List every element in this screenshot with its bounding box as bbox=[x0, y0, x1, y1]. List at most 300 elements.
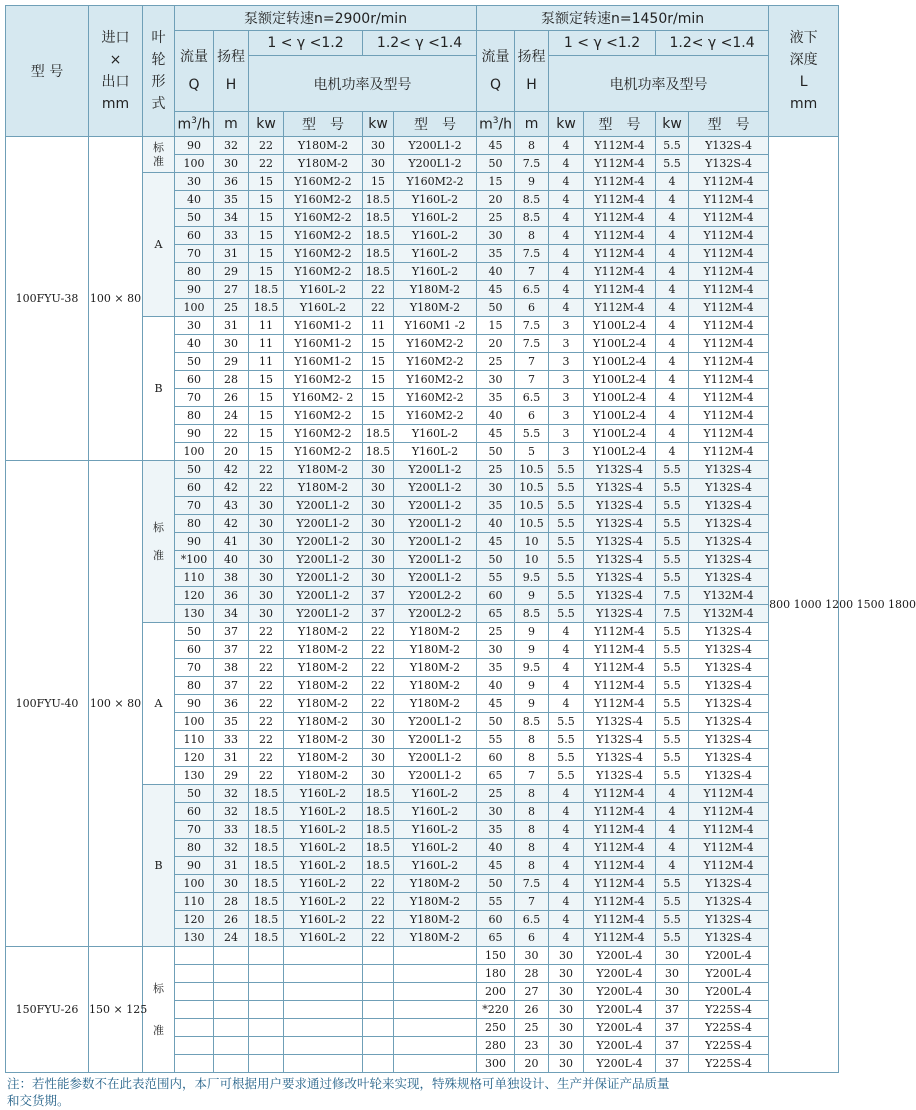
cell-head-1450: 8 bbox=[515, 227, 549, 245]
cell-flow-1450: 55 bbox=[477, 569, 515, 587]
cell-flow-1450: 40 bbox=[477, 677, 515, 695]
cell-head-2900: 36 bbox=[214, 695, 249, 713]
cell-motor-low-1450: Y200L-4 bbox=[584, 965, 656, 983]
cell-flow-1450: 30 bbox=[477, 803, 515, 821]
cell-motor-low-2900: Y180M-2 bbox=[284, 479, 363, 497]
cell-kw-low-1450: 4 bbox=[549, 137, 584, 155]
cell-flow-1450: 280 bbox=[477, 1037, 515, 1055]
header-head-2900: 扬程 H bbox=[214, 31, 249, 112]
cell-kw-low-2900 bbox=[249, 983, 284, 1001]
cell-motor-high-2900 bbox=[394, 1001, 477, 1019]
cell-head-2900: 27 bbox=[214, 281, 249, 299]
cell-kw-low-1450: 4 bbox=[549, 803, 584, 821]
cell-motor-low-1450: Y112M-4 bbox=[584, 785, 656, 803]
cell-motor-high-2900: Y200L1-2 bbox=[394, 515, 477, 533]
cell-head-2900 bbox=[214, 1001, 249, 1019]
cell-head-2900: 26 bbox=[214, 911, 249, 929]
cell-flow-2900: 100 bbox=[175, 875, 214, 893]
cell-motor-high-1450: Y132S-4 bbox=[689, 749, 769, 767]
cell-head-1450: 9 bbox=[515, 623, 549, 641]
cell-motor-high-1450: Y112M-4 bbox=[689, 839, 769, 857]
cell-flow-1450: 50 bbox=[477, 875, 515, 893]
cell-kw-low-2900: 15 bbox=[249, 425, 284, 443]
cell-flow-2900: 120 bbox=[175, 587, 214, 605]
cell-flow-1450: 35 bbox=[477, 821, 515, 839]
cell-motor-low-2900: Y200L1-2 bbox=[284, 497, 363, 515]
cell-head-1450: 9 bbox=[515, 173, 549, 191]
cell-kw-low-1450: 4 bbox=[549, 155, 584, 173]
cell-motor-high-2900: Y160M2-2 bbox=[394, 389, 477, 407]
cell-kw-low-2900: 18.5 bbox=[249, 839, 284, 857]
cell-kw-low-2900 bbox=[249, 965, 284, 983]
header-flow-1450: 流量 Q bbox=[477, 31, 515, 112]
cell-kw-high-1450: 5.5 bbox=[656, 137, 689, 155]
cell-motor-low-2900: Y160M2-2 bbox=[284, 227, 363, 245]
cell-kw-high-2900: 30 bbox=[363, 713, 394, 731]
cell-kw-low-2900: 22 bbox=[249, 137, 284, 155]
header-gamma-low-2900: 1 < γ <1.2 bbox=[249, 31, 363, 56]
cell-motor-high-2900: Y160M2-2 bbox=[394, 371, 477, 389]
cell-motor-low-1450: Y132S-4 bbox=[584, 551, 656, 569]
header-gamma-high-2900: 1.2< γ <1.4 bbox=[363, 31, 477, 56]
cell-head-2900: 32 bbox=[214, 839, 249, 857]
cell-kw-low-1450: 4 bbox=[549, 173, 584, 191]
cell-kw-low-1450: 4 bbox=[549, 695, 584, 713]
cell-head-1450: 8.5 bbox=[515, 191, 549, 209]
cell-flow-2900: 30 bbox=[175, 317, 214, 335]
cell-flow-2900: 90 bbox=[175, 533, 214, 551]
cell-flow-2900: 40 bbox=[175, 335, 214, 353]
cell-kw-high-1450: 5.5 bbox=[656, 749, 689, 767]
cell-motor-low-1450: Y112M-4 bbox=[584, 839, 656, 857]
cell-motor-low-2900: Y160M2-2 bbox=[284, 191, 363, 209]
cell-kw-high-1450: 5.5 bbox=[656, 695, 689, 713]
cell-head-1450: 6 bbox=[515, 299, 549, 317]
cell-motor-high-1450: Y132S-4 bbox=[689, 911, 769, 929]
cell-head-1450: 7 bbox=[515, 767, 549, 785]
depth-values-cell: 800 1000 1200 1500 1800 bbox=[769, 137, 839, 1073]
cell-motor-high-2900: Y180M-2 bbox=[394, 659, 477, 677]
cell-kw-low-1450: 30 bbox=[549, 1055, 584, 1073]
cell-head-2900: 31 bbox=[214, 245, 249, 263]
cell-kw-high-1450: 4 bbox=[656, 245, 689, 263]
impeller-type-cell: A bbox=[143, 173, 175, 317]
header-flow-2900: 流量 Q bbox=[175, 31, 214, 112]
cell-motor-high-2900: Y200L1-2 bbox=[394, 497, 477, 515]
cell-motor-high-1450: Y132S-4 bbox=[689, 767, 769, 785]
cell-motor-high-2900: Y160L-2 bbox=[394, 191, 477, 209]
cell-kw-high-2900: 15 bbox=[363, 407, 394, 425]
cell-kw-high-1450: 4 bbox=[656, 335, 689, 353]
cell-kw-low-2900: 22 bbox=[249, 749, 284, 767]
cell-motor-high-1450: Y112M-4 bbox=[689, 371, 769, 389]
cell-motor-low-1450: Y200L-4 bbox=[584, 983, 656, 1001]
cell-flow-1450: 50 bbox=[477, 551, 515, 569]
cell-flow-1450: 45 bbox=[477, 137, 515, 155]
cell-motor-low-1450: Y112M-4 bbox=[584, 155, 656, 173]
cell-motor-low-1450: Y132S-4 bbox=[584, 533, 656, 551]
cell-head-1450: 8.5 bbox=[515, 209, 549, 227]
cell-head-1450: 10.5 bbox=[515, 461, 549, 479]
cell-motor-low-1450: Y112M-4 bbox=[584, 641, 656, 659]
cell-kw-high-1450: 5.5 bbox=[656, 677, 689, 695]
cell-kw-low-1450: 4 bbox=[549, 263, 584, 281]
impeller-type-cell: 标 准 bbox=[143, 461, 175, 623]
cell-motor-high-2900: Y200L2-2 bbox=[394, 605, 477, 623]
cell-head-1450: 7 bbox=[515, 353, 549, 371]
header-head-1450: 扬程 H bbox=[515, 31, 549, 112]
cell-head-2900: 22 bbox=[214, 425, 249, 443]
inlet-outlet-cell: 150 × 125 bbox=[89, 947, 143, 1073]
cell-head-2900: 37 bbox=[214, 677, 249, 695]
cell-flow-2900 bbox=[175, 947, 214, 965]
cell-kw-low-2900: 15 bbox=[249, 407, 284, 425]
cell-kw-high-1450: 5.5 bbox=[656, 497, 689, 515]
cell-head-1450: 10.5 bbox=[515, 515, 549, 533]
cell-kw-high-1450: 37 bbox=[656, 1055, 689, 1073]
cell-motor-low-2900 bbox=[284, 965, 363, 983]
cell-flow-1450: 25 bbox=[477, 785, 515, 803]
cell-kw-high-2900: 18.5 bbox=[363, 839, 394, 857]
cell-flow-1450: 40 bbox=[477, 263, 515, 281]
cell-motor-high-1450: Y132S-4 bbox=[689, 551, 769, 569]
cell-flow-1450: 25 bbox=[477, 353, 515, 371]
cell-flow-2900: 110 bbox=[175, 569, 214, 587]
cell-motor-high-2900: Y200L1-2 bbox=[394, 155, 477, 173]
cell-flow-1450: 30 bbox=[477, 227, 515, 245]
cell-head-1450: 10 bbox=[515, 551, 549, 569]
cell-kw-high-2900: 18.5 bbox=[363, 191, 394, 209]
cell-kw-high-1450: 4 bbox=[656, 371, 689, 389]
cell-kw-low-2900 bbox=[249, 1019, 284, 1037]
cell-kw-high-2900: 18.5 bbox=[363, 425, 394, 443]
header-unit-head: m bbox=[515, 112, 549, 137]
cell-motor-low-1450: Y132S-4 bbox=[584, 497, 656, 515]
table-row bbox=[6, 947, 839, 965]
cell-kw-high-1450: 5.5 bbox=[656, 929, 689, 947]
cell-head-1450: 5 bbox=[515, 443, 549, 461]
cell-head-2900: 42 bbox=[214, 479, 249, 497]
cell-motor-high-2900: Y160L-2 bbox=[394, 209, 477, 227]
cell-kw-high-2900 bbox=[363, 1055, 394, 1073]
cell-head-1450: 8 bbox=[515, 839, 549, 857]
cell-head-2900: 26 bbox=[214, 389, 249, 407]
header-kw: kw bbox=[363, 112, 394, 137]
cell-kw-high-2900: 22 bbox=[363, 281, 394, 299]
cell-kw-high-1450: 5.5 bbox=[656, 875, 689, 893]
cell-motor-low-2900: Y160L-2 bbox=[284, 281, 363, 299]
cell-motor-high-1450: Y200L-4 bbox=[689, 947, 769, 965]
cell-kw-high-1450: 5.5 bbox=[656, 551, 689, 569]
cell-kw-low-1450: 5.5 bbox=[549, 533, 584, 551]
cell-motor-low-2900: Y200L1-2 bbox=[284, 569, 363, 587]
cell-kw-high-1450: 4 bbox=[656, 263, 689, 281]
cell-kw-low-1450: 4 bbox=[549, 245, 584, 263]
cell-motor-high-2900: Y200L1-2 bbox=[394, 713, 477, 731]
cell-motor-low-1450: Y100L2-4 bbox=[584, 443, 656, 461]
cell-kw-low-1450: 3 bbox=[549, 353, 584, 371]
cell-flow-1450: 15 bbox=[477, 173, 515, 191]
cell-flow-1450: 50 bbox=[477, 443, 515, 461]
cell-head-2900: 34 bbox=[214, 605, 249, 623]
cell-kw-high-1450: 4 bbox=[656, 821, 689, 839]
cell-flow-1450: 50 bbox=[477, 713, 515, 731]
cell-motor-low-2900: Y180M-2 bbox=[284, 767, 363, 785]
cell-flow-2900: 90 bbox=[175, 137, 214, 155]
cell-motor-high-2900 bbox=[394, 1037, 477, 1055]
cell-flow-1450: 25 bbox=[477, 461, 515, 479]
cell-head-1450: 10 bbox=[515, 533, 549, 551]
cell-flow-1450: 60 bbox=[477, 749, 515, 767]
cell-kw-high-2900: 30 bbox=[363, 551, 394, 569]
cell-kw-low-1450: 5.5 bbox=[549, 497, 584, 515]
cell-motor-high-2900 bbox=[394, 1055, 477, 1073]
cell-flow-1450: *220 bbox=[477, 1001, 515, 1019]
cell-kw-low-2900: 18.5 bbox=[249, 875, 284, 893]
cell-motor-low-1450: Y200L-4 bbox=[584, 947, 656, 965]
cell-motor-low-1450: Y112M-4 bbox=[584, 911, 656, 929]
cell-kw-low-2900: 15 bbox=[249, 389, 284, 407]
cell-head-2900: 30 bbox=[214, 875, 249, 893]
cell-kw-high-1450: 4 bbox=[656, 317, 689, 335]
cell-motor-low-1450: Y132S-4 bbox=[584, 749, 656, 767]
header-speed-1450: 泵额定转速n=1450r/min bbox=[477, 6, 769, 31]
cell-flow-2900: 50 bbox=[175, 461, 214, 479]
cell-flow-1450: 15 bbox=[477, 317, 515, 335]
cell-head-2900: 42 bbox=[214, 515, 249, 533]
cell-kw-low-2900: 15 bbox=[249, 371, 284, 389]
cell-flow-2900: 80 bbox=[175, 407, 214, 425]
cell-kw-low-2900: 18.5 bbox=[249, 803, 284, 821]
cell-kw-high-2900: 18.5 bbox=[363, 209, 394, 227]
cell-motor-low-2900: Y160M2-2 bbox=[284, 245, 363, 263]
cell-kw-high-2900: 22 bbox=[363, 695, 394, 713]
header-speed-2900: 泵额定转速n=2900r/min bbox=[175, 6, 477, 31]
cell-kw-high-1450: 37 bbox=[656, 1001, 689, 1019]
cell-motor-low-2900: Y160M2-2 bbox=[284, 209, 363, 227]
cell-motor-low-1450: Y112M-4 bbox=[584, 299, 656, 317]
cell-kw-high-1450: 4 bbox=[656, 443, 689, 461]
cell-head-1450: 8 bbox=[515, 821, 549, 839]
cell-motor-high-2900: Y180M-2 bbox=[394, 677, 477, 695]
cell-flow-2900: 50 bbox=[175, 353, 214, 371]
cell-head-2900 bbox=[214, 983, 249, 1001]
cell-head-1450: 9 bbox=[515, 641, 549, 659]
cell-kw-low-2900: 22 bbox=[249, 695, 284, 713]
cell-kw-low-1450: 4 bbox=[549, 929, 584, 947]
header-model: 型 号 bbox=[6, 6, 89, 137]
cell-kw-low-2900: 18.5 bbox=[249, 911, 284, 929]
header-kw: kw bbox=[656, 112, 689, 137]
cell-motor-low-1450: Y132S-4 bbox=[584, 767, 656, 785]
cell-flow-2900: 110 bbox=[175, 893, 214, 911]
cell-kw-low-2900: 22 bbox=[249, 461, 284, 479]
cell-motor-high-1450: Y132S-4 bbox=[689, 731, 769, 749]
cell-flow-2900: 70 bbox=[175, 497, 214, 515]
cell-flow-2900: *100 bbox=[175, 551, 214, 569]
cell-motor-low-2900: Y160L-2 bbox=[284, 785, 363, 803]
cell-flow-2900: 70 bbox=[175, 389, 214, 407]
cell-kw-high-1450: 4 bbox=[656, 407, 689, 425]
cell-head-1450: 10.5 bbox=[515, 479, 549, 497]
cell-kw-low-1450: 30 bbox=[549, 983, 584, 1001]
cell-motor-low-1450: Y112M-4 bbox=[584, 929, 656, 947]
cell-head-2900: 29 bbox=[214, 263, 249, 281]
cell-kw-low-1450: 4 bbox=[549, 677, 584, 695]
cell-kw-low-1450: 5.5 bbox=[549, 461, 584, 479]
cell-kw-low-1450: 4 bbox=[549, 623, 584, 641]
cell-kw-high-1450: 4 bbox=[656, 299, 689, 317]
cell-motor-high-1450: Y112M-4 bbox=[689, 857, 769, 875]
cell-kw-high-2900 bbox=[363, 947, 394, 965]
cell-motor-low-2900: Y200L1-2 bbox=[284, 551, 363, 569]
cell-motor-high-2900: Y200L1-2 bbox=[394, 731, 477, 749]
cell-flow-2900 bbox=[175, 983, 214, 1001]
cell-flow-1450: 180 bbox=[477, 965, 515, 983]
cell-head-2900 bbox=[214, 1037, 249, 1055]
cell-head-2900: 36 bbox=[214, 587, 249, 605]
cell-motor-low-2900: Y160M2-2 bbox=[284, 443, 363, 461]
cell-flow-1450: 300 bbox=[477, 1055, 515, 1073]
cell-kw-low-2900 bbox=[249, 1037, 284, 1055]
cell-kw-low-1450: 3 bbox=[549, 335, 584, 353]
cell-head-2900: 37 bbox=[214, 623, 249, 641]
cell-motor-low-2900: Y200L1-2 bbox=[284, 515, 363, 533]
cell-motor-low-2900: Y180M-2 bbox=[284, 137, 363, 155]
cell-flow-1450: 35 bbox=[477, 245, 515, 263]
cell-kw-low-2900: 30 bbox=[249, 497, 284, 515]
cell-motor-high-1450: Y225S-4 bbox=[689, 1019, 769, 1037]
cell-flow-1450: 30 bbox=[477, 479, 515, 497]
cell-kw-high-2900: 11 bbox=[363, 317, 394, 335]
model-cell: 150FYU-26 bbox=[6, 947, 89, 1073]
cell-head-2900: 24 bbox=[214, 929, 249, 947]
cell-motor-high-1450: Y112M-4 bbox=[689, 227, 769, 245]
cell-head-1450: 7.5 bbox=[515, 317, 549, 335]
cell-kw-high-1450: 4 bbox=[656, 209, 689, 227]
cell-motor-low-1450: Y112M-4 bbox=[584, 245, 656, 263]
cell-kw-high-1450: 5.5 bbox=[656, 911, 689, 929]
cell-motor-high-1450: Y132M-4 bbox=[689, 605, 769, 623]
cell-motor-low-1450: Y132S-4 bbox=[584, 605, 656, 623]
cell-kw-low-2900: 11 bbox=[249, 335, 284, 353]
cell-kw-low-2900: 11 bbox=[249, 353, 284, 371]
cell-kw-high-1450: 37 bbox=[656, 1019, 689, 1037]
cell-flow-1450: 20 bbox=[477, 191, 515, 209]
cell-motor-low-1450: Y112M-4 bbox=[584, 659, 656, 677]
cell-motor-low-1450: Y200L-4 bbox=[584, 1055, 656, 1073]
cell-kw-low-2900: 18.5 bbox=[249, 299, 284, 317]
cell-flow-2900 bbox=[175, 1001, 214, 1019]
cell-kw-low-2900: 15 bbox=[249, 263, 284, 281]
cell-kw-low-2900: 30 bbox=[249, 569, 284, 587]
cell-motor-low-1450: Y100L2-4 bbox=[584, 371, 656, 389]
cell-head-1450: 6.5 bbox=[515, 911, 549, 929]
cell-kw-high-2900: 37 bbox=[363, 587, 394, 605]
cell-flow-2900: 100 bbox=[175, 713, 214, 731]
cell-kw-low-1450: 5.5 bbox=[549, 551, 584, 569]
cell-kw-low-1450: 4 bbox=[549, 893, 584, 911]
cell-motor-high-2900: Y160L-2 bbox=[394, 785, 477, 803]
cell-motor-low-2900: Y200L1-2 bbox=[284, 587, 363, 605]
cell-motor-high-2900: Y200L1-2 bbox=[394, 551, 477, 569]
cell-head-1450: 7 bbox=[515, 263, 549, 281]
cell-kw-low-1450: 4 bbox=[549, 911, 584, 929]
cell-kw-high-2900 bbox=[363, 1001, 394, 1019]
cell-kw-high-2900: 18.5 bbox=[363, 857, 394, 875]
cell-motor-low-1450: Y132S-4 bbox=[584, 461, 656, 479]
cell-kw-low-2900 bbox=[249, 1055, 284, 1073]
cell-kw-high-2900: 30 bbox=[363, 767, 394, 785]
cell-motor-high-1450: Y132M-4 bbox=[689, 587, 769, 605]
cell-head-2900: 29 bbox=[214, 767, 249, 785]
cell-kw-low-2900: 30 bbox=[249, 605, 284, 623]
cell-motor-low-2900: Y180M-2 bbox=[284, 731, 363, 749]
cell-kw-low-1450: 4 bbox=[549, 659, 584, 677]
cell-motor-low-1450: Y112M-4 bbox=[584, 677, 656, 695]
cell-kw-high-2900: 30 bbox=[363, 497, 394, 515]
cell-kw-low-1450: 4 bbox=[549, 281, 584, 299]
cell-motor-low-1450: Y112M-4 bbox=[584, 623, 656, 641]
cell-flow-1450: 55 bbox=[477, 731, 515, 749]
table-row bbox=[6, 137, 839, 155]
cell-flow-1450: 25 bbox=[477, 623, 515, 641]
cell-kw-low-1450: 4 bbox=[549, 209, 584, 227]
cell-kw-low-1450: 5.5 bbox=[549, 605, 584, 623]
cell-kw-low-2900: 22 bbox=[249, 713, 284, 731]
cell-flow-1450: 35 bbox=[477, 497, 515, 515]
cell-motor-low-2900: Y160M2-2 bbox=[284, 371, 363, 389]
cell-flow-1450: 65 bbox=[477, 929, 515, 947]
cell-head-2900: 38 bbox=[214, 569, 249, 587]
cell-head-1450: 23 bbox=[515, 1037, 549, 1055]
cell-head-2900: 33 bbox=[214, 227, 249, 245]
cell-flow-2900: 120 bbox=[175, 911, 214, 929]
cell-motor-low-1450: Y132S-4 bbox=[584, 479, 656, 497]
cell-motor-low-2900: Y160L-2 bbox=[284, 821, 363, 839]
cell-head-2900: 31 bbox=[214, 749, 249, 767]
cell-kw-high-1450: 7.5 bbox=[656, 587, 689, 605]
cell-head-1450: 30 bbox=[515, 947, 549, 965]
cell-motor-high-1450: Y132S-4 bbox=[689, 137, 769, 155]
cell-flow-1450: 65 bbox=[477, 767, 515, 785]
cell-kw-low-1450: 30 bbox=[549, 1019, 584, 1037]
cell-head-2900: 35 bbox=[214, 191, 249, 209]
cell-head-2900: 20 bbox=[214, 443, 249, 461]
cell-flow-2900: 130 bbox=[175, 605, 214, 623]
cell-head-2900: 25 bbox=[214, 299, 249, 317]
cell-head-1450: 9.5 bbox=[515, 569, 549, 587]
cell-motor-high-2900: Y160M2-2 bbox=[394, 407, 477, 425]
cell-kw-high-1450: 5.5 bbox=[656, 461, 689, 479]
cell-kw-low-1450: 5.5 bbox=[549, 479, 584, 497]
cell-flow-2900 bbox=[175, 1055, 214, 1073]
cell-kw-high-1450: 5.5 bbox=[656, 731, 689, 749]
table-body bbox=[6, 137, 916, 1073]
cell-motor-high-1450: Y132S-4 bbox=[689, 461, 769, 479]
cell-kw-low-2900: 22 bbox=[249, 155, 284, 173]
cell-kw-high-1450: 5.5 bbox=[656, 479, 689, 497]
header-motor-2900: 电机功率及型号 bbox=[249, 56, 477, 112]
cell-flow-2900: 80 bbox=[175, 677, 214, 695]
cell-motor-high-1450: Y132S-4 bbox=[689, 479, 769, 497]
cell-motor-high-1450: Y112M-4 bbox=[689, 803, 769, 821]
cell-head-2900: 29 bbox=[214, 353, 249, 371]
cell-kw-low-1450: 5.5 bbox=[549, 731, 584, 749]
cell-head-1450: 6.5 bbox=[515, 389, 549, 407]
header-kw: kw bbox=[249, 112, 284, 137]
cell-kw-high-2900: 22 bbox=[363, 875, 394, 893]
